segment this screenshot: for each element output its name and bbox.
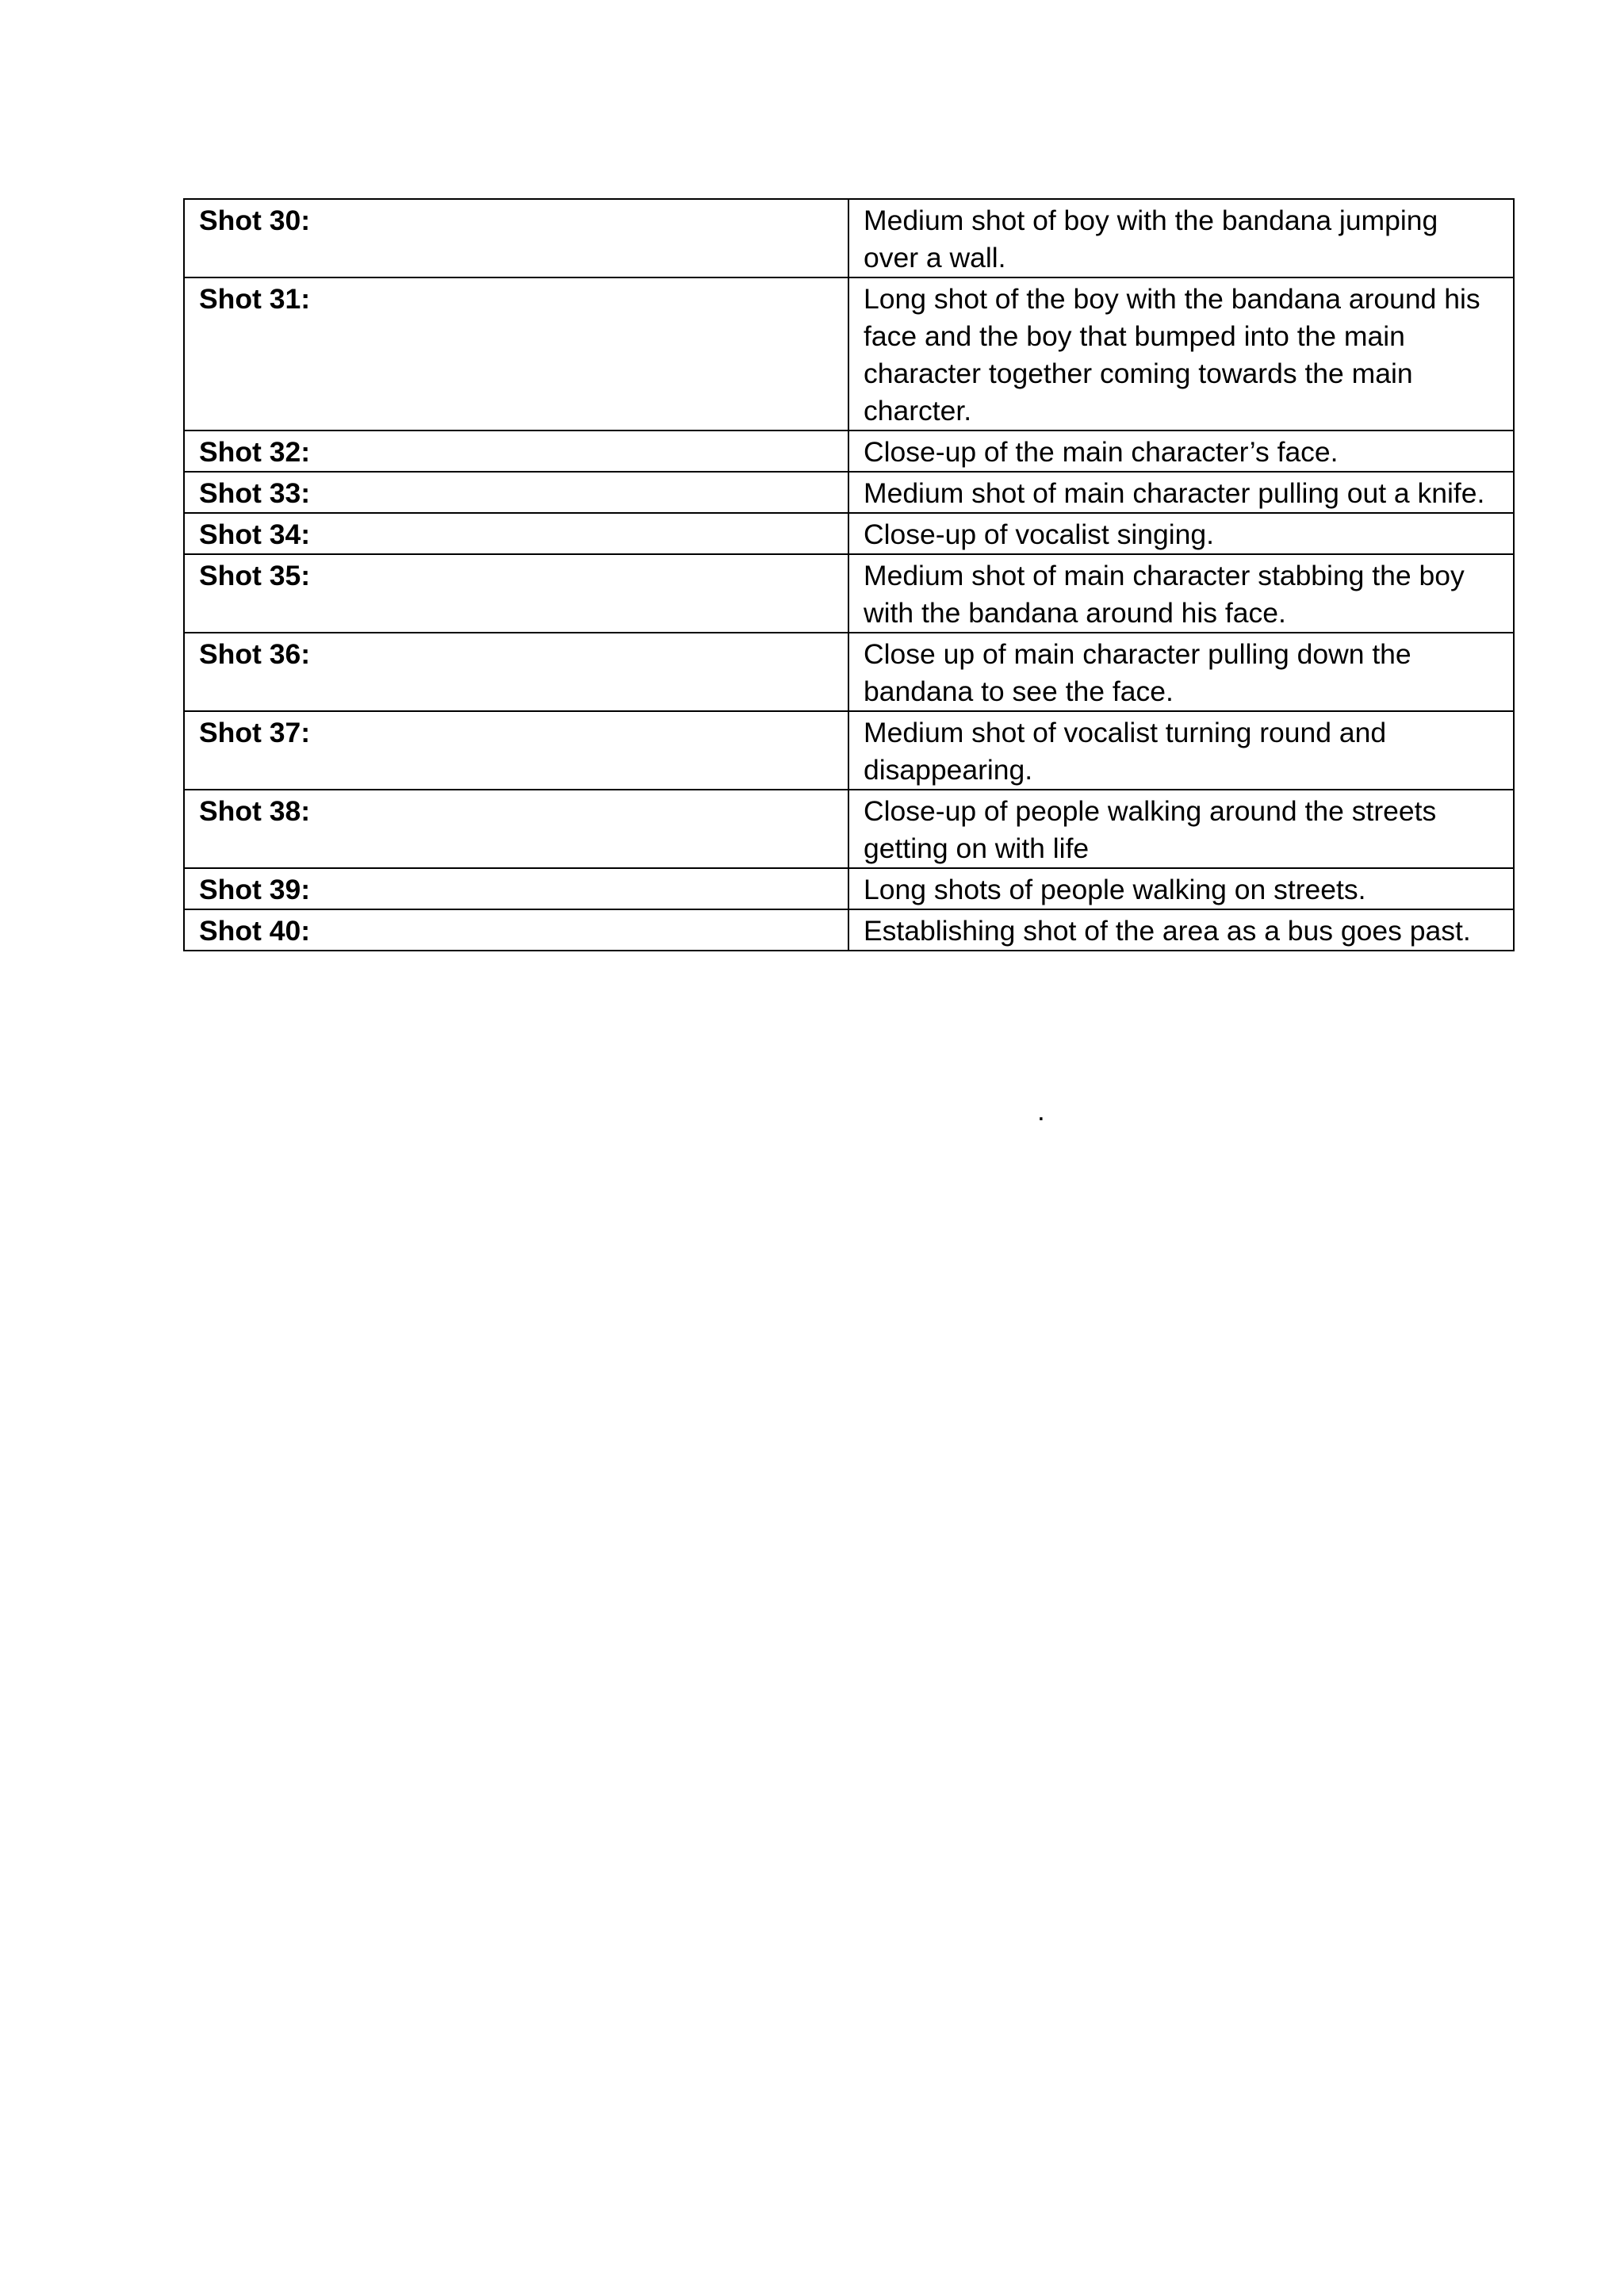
table-row [184,277,1514,430]
shot-description-cell: Medium shot of vocalist turning round and disappearing. [848,711,1514,790]
table-row [184,633,1514,711]
table-row [184,711,1514,790]
shot-list-table [183,198,1515,951]
shot-number-cell: Shot 35: [184,554,848,633]
shot-description-cell: Long shots of people walking on streets. [848,868,1514,909]
table-row [184,472,1514,513]
shot-number-cell: Shot 40: [184,909,848,951]
shot-number-cell: Shot 38: [184,790,848,868]
shot-number-cell: Shot 39: [184,868,848,909]
shot-number-cell: Shot 37: [184,711,848,790]
shot-description-cell: Close-up of the main character’s face. [848,430,1514,472]
shot-number-cell: Shot 32: [184,430,848,472]
shot-description-cell: Close-up of vocalist singing. [848,513,1514,554]
table-row [184,909,1514,951]
shot-description-cell: Establishing shot of the area as a bus goes past. [848,909,1514,951]
shot-description-cell: Medium shot of main character pulling out a knife. [848,472,1514,513]
table-row [184,868,1514,909]
stray-period-mark: . [1037,1096,1045,1127]
table-row [184,199,1514,277]
table-row [184,430,1514,472]
shot-description-cell: Medium shot of main character stabbing the boy with the bandana around his face. [848,554,1514,633]
shot-description-cell: Long shot of the boy with the bandana around his face and the boy that bumped into the main character together coming towards the main charcter. [848,277,1514,430]
shot-number-cell: Shot 30: [184,199,848,277]
shot-description-cell: Close-up of people walking around the streets getting on with life [848,790,1514,868]
table-row [184,513,1514,554]
shot-number-cell: Shot 33: [184,472,848,513]
table-row [184,790,1514,868]
shot-number-cell: Shot 36: [184,633,848,711]
shot-description-cell: Close up of main character pulling down the bandana to see the face. [848,633,1514,711]
shot-number-cell: Shot 31: [184,277,848,430]
shot-number-cell: Shot 34: [184,513,848,554]
table-row [184,554,1514,633]
shot-description-cell: Medium shot of boy with the bandana jumping over a wall. [848,199,1514,277]
